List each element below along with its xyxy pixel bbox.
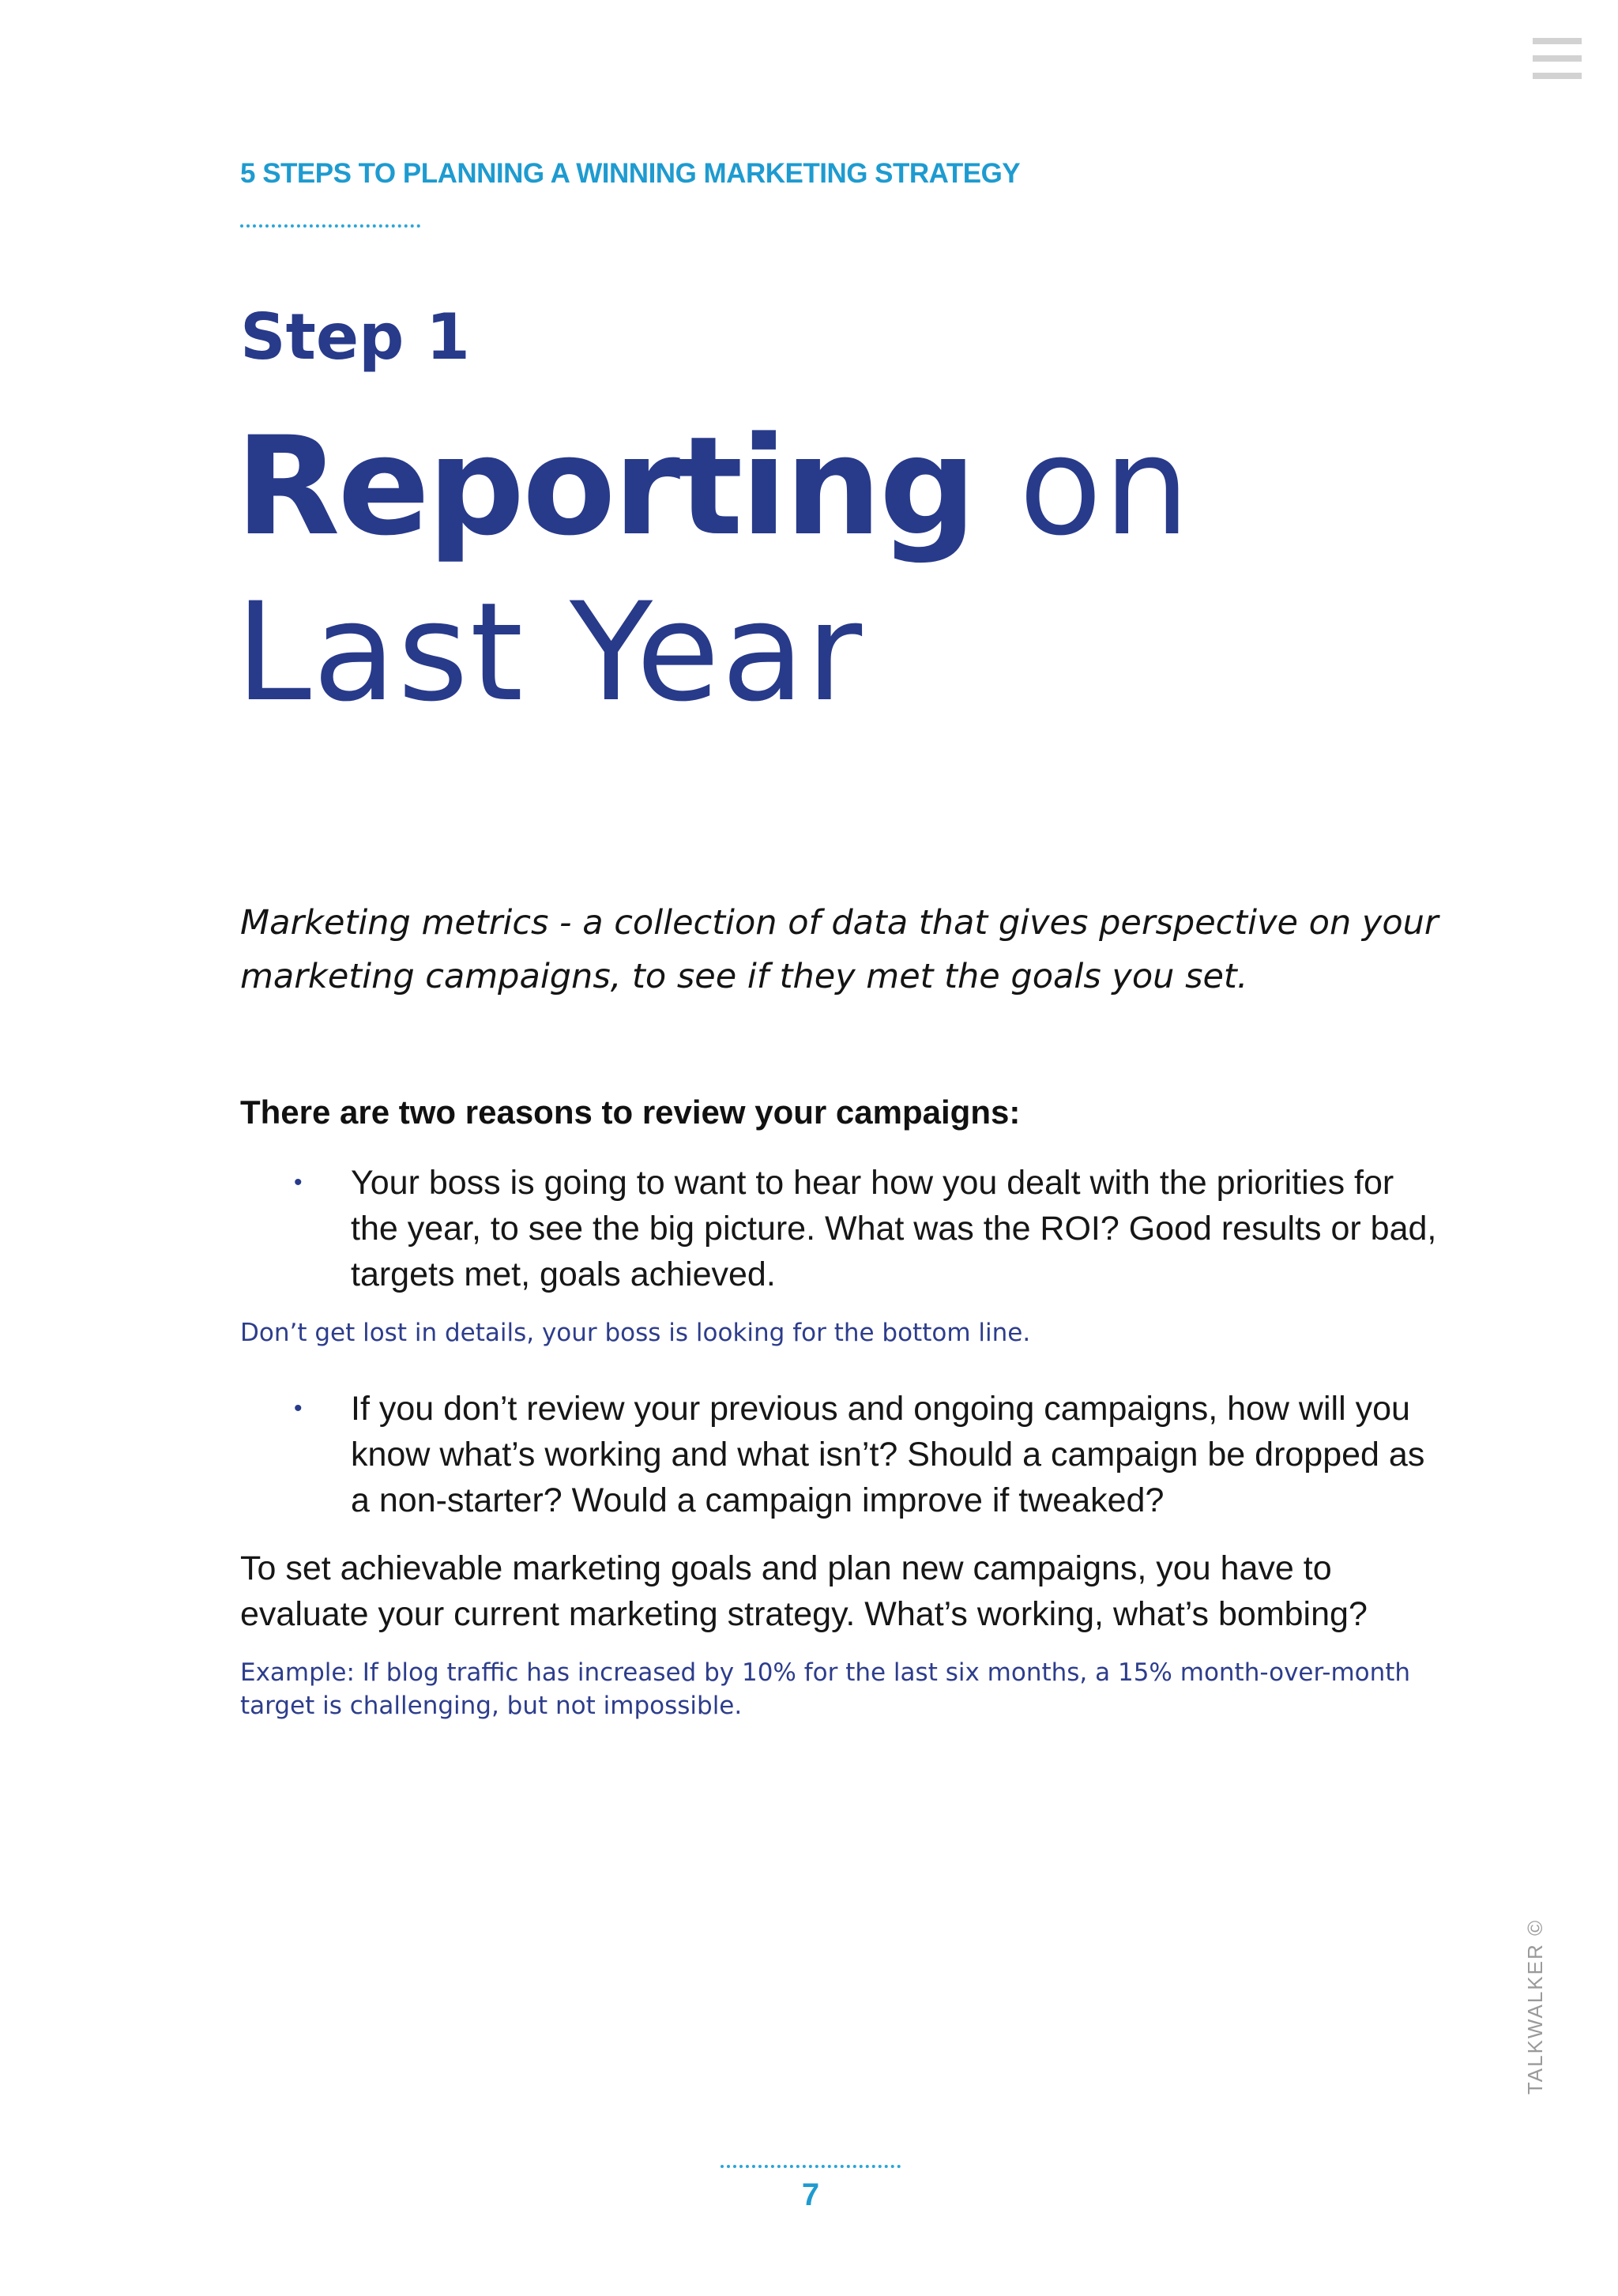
bullet-dot-icon: • xyxy=(294,1169,303,1195)
list-item-text: Your boss is going to want to hear how you dealt with the priorities for the year, to see the big picture. What was the ROI? Good results or bad, targets met, goals achieved. xyxy=(351,1164,1437,1293)
menu-bar xyxy=(1533,73,1582,79)
step-label: Step 1 xyxy=(240,300,470,374)
copyright-text: TALKWALKER © xyxy=(1523,1918,1547,2095)
section-title-rest: on xyxy=(973,407,1191,566)
reasons-subheading: There are two reasons to review your campaigns: xyxy=(240,1093,1021,1131)
example-note: Example: If blog traffic has increased by 10% for the last six months, a 15% month-over-month target is challenging, but not impossible. xyxy=(240,1658,1411,1720)
boss-tip-note: Don’t get lost in details, your boss is looking for the bottom line. xyxy=(240,1319,1031,1347)
document-header-title: 5 STEPS TO PLANNING A WINNING MARKETING STRATEGY xyxy=(240,158,1021,189)
menu-bar xyxy=(1533,55,1582,62)
section-title-line-1 xyxy=(235,407,1191,566)
list-item xyxy=(294,1160,1437,1297)
evaluation-paragraph: To set achievable marketing goals and plan new campaigns, you have to evaluate your current marketing strategy. What’s working, what’s bombing? xyxy=(240,1549,1368,1633)
list-item-text: If you don’t review your previous and ongoing campaigns, how will you know what’s working and what isn’t? Should a campaign be dropped as a non-starter? Would a campaign improve if tweaked? xyxy=(351,1390,1425,1519)
list-item xyxy=(294,1386,1432,1523)
footer-dotted-divider xyxy=(721,2165,901,2168)
hamburger-menu-icon[interactable] xyxy=(1533,38,1582,79)
header-dotted-divider xyxy=(240,224,420,228)
page-number: 7 xyxy=(801,2177,820,2212)
menu-bar xyxy=(1533,38,1582,44)
section-title-bold: Reporting xyxy=(235,407,974,566)
section-title-line-2: Last Year xyxy=(235,573,864,732)
bullet-dot-icon: • xyxy=(294,1395,303,1421)
lead-definition: Marketing metrics - a collection of data that gives perspective on your marketing campaigns, to see if they met the goals you set. xyxy=(240,903,1439,996)
